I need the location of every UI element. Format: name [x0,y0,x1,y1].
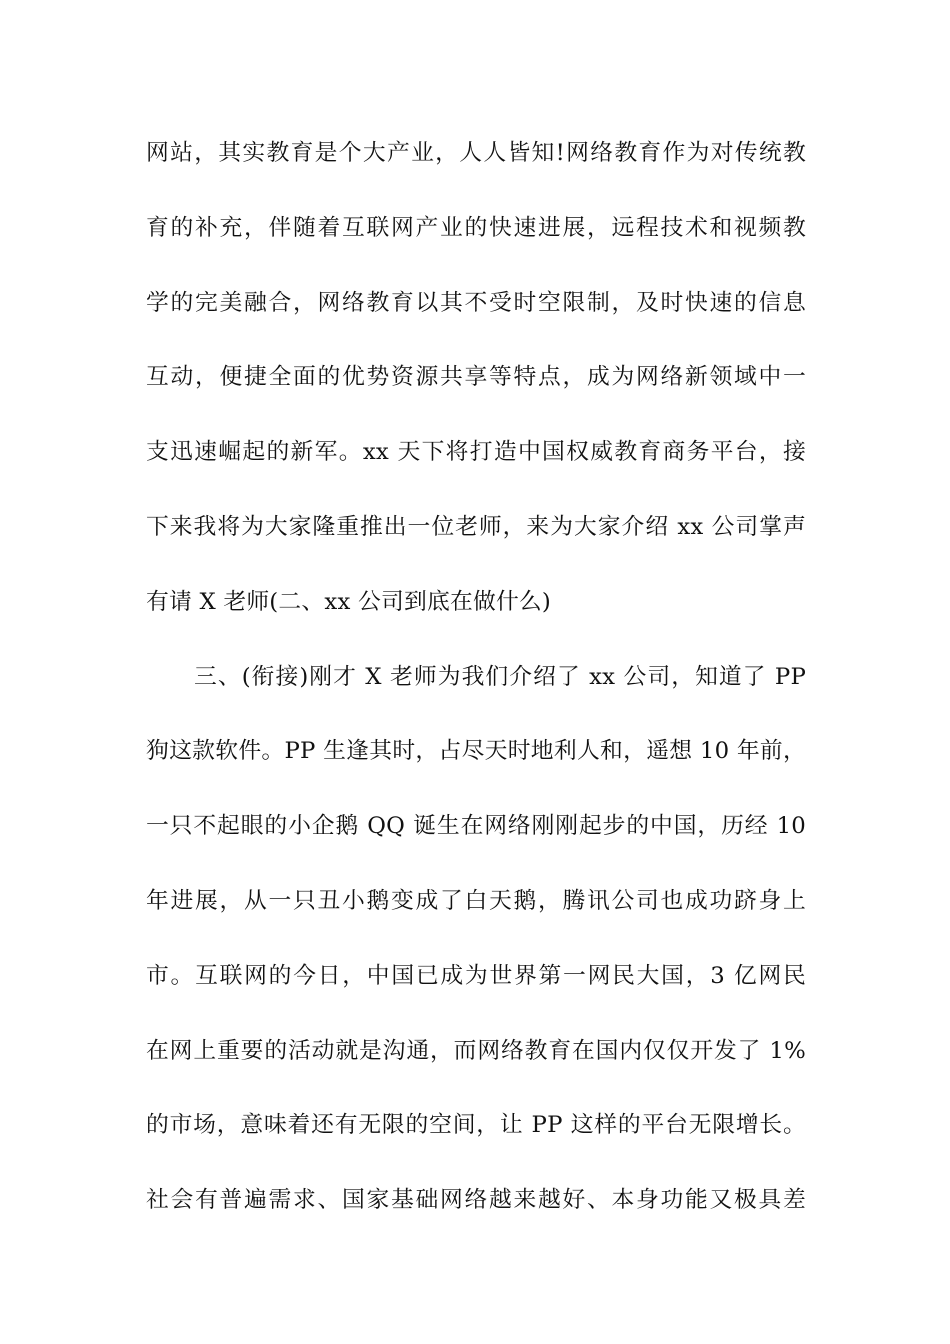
text-line: 有请 X 老师(二、xx 公司到底在做什么) [146,588,552,615]
text-line: 一只不起眼的小企鹅 QQ 诞生在网络刚刚起步的中国，历经 10 [146,813,806,840]
text-line: 互动，便捷全面的优势资源共享等特点，成为网络新领域中一 [146,364,806,391]
text-line: 三、(衔接)刚才 X 老师为我们介绍了 xx 公司，知道了 PP [194,663,806,690]
text-line: 在网上重要的活动就是沟通，而网络教育在国内仅仅开发了 1% [146,1037,806,1064]
text-line: 年进展，从一只丑小鹅变成了白天鹅，腾讯公司也成功跻身上 [146,887,806,914]
text-line: 育的补充，伴随着互联网产业的快速进展，远程技术和视频教 [146,214,806,241]
text-line: 的市场，意味着还有无限的空间，让 PP 这样的平台无限增长。 [146,1112,806,1139]
text-line: 支迅速崛起的新军。xx 天下将打造中国权威教育商务平台，接 [146,439,806,466]
text-line: 学的完美融合，网络教育以其不受时空限制，及时快速的信息 [146,289,806,316]
text-line: 网站，其实教育是个大产业，人人皆知!网络教育作为对传统教 [146,140,806,166]
text-line: 狗这款软件。PP 生逢其时，占尽天时地利人和，遥想 10 年前， [146,738,806,765]
text-line: 下来我将为大家隆重推出一位老师，来为大家介绍 xx 公司掌声 [146,513,806,540]
text-line: 市。互联网的今日，中国已成为世界第一网民大国，3 亿网民 [146,962,806,989]
text-line: 社会有普遍需求、国家基础网络越来越好、本身功能又极具差 [146,1187,806,1214]
body-text [146,128,806,1250]
